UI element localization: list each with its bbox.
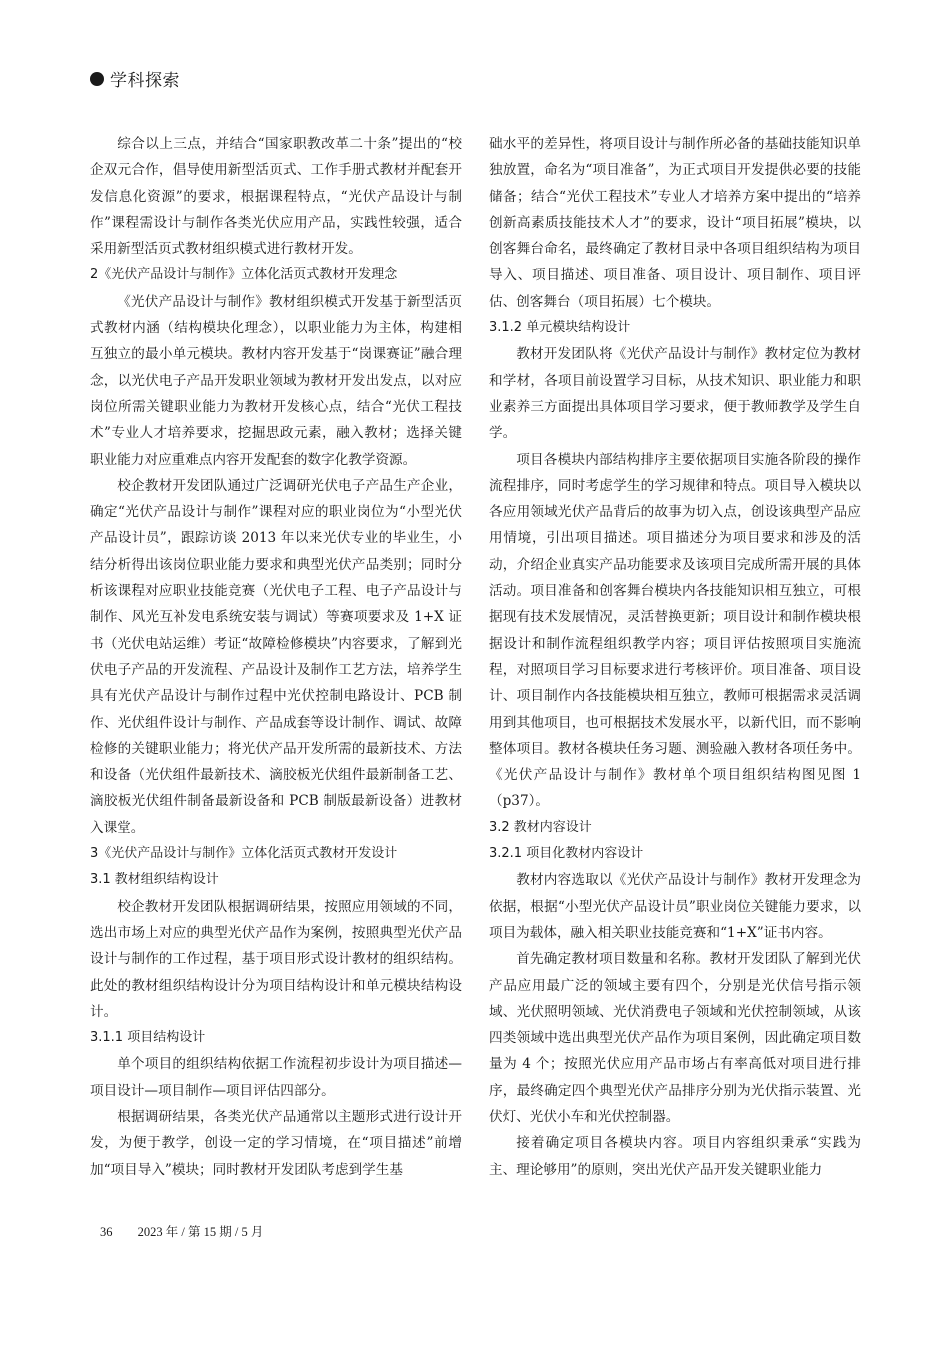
heading-3: 3《光伏产品设计与制作》立体化活页式教材开发设计 xyxy=(90,846,398,862)
paragraph: 项目各模块内部结构排序主要依据项目实施各阶段的操作流程排序，同时考虑学生的学习规律和特点。项目导入模块以各应用领域光伏产品背后的故事为切入点，创设该典型产品应用情境，引出项目描述。项目描述分为项目要求和涉及的活动，介绍企业真实产品功能要求及该项目完成所需开展的具体活动。项目准备和创客舞台模块内各技能知识相互独立，可根据现有技术发展情况，灵活替换更新；项目设计和制作模块根据设计和制作流程组织教学内容；项目评估按照项目实施流程，对照项目学习目标要求进行考核评价。项目准备、项目设计、项目制作内各技能模块相互独立，教师可根据需求灵活调用到其他项目，也可根据技术发展水平，以新代旧，而不影响整体项目。教材各模块任务习题、测验融入教材各项任务中。《光伏产品设计与制作》教材单个项目组织结构图见图 1（p37）。 xyxy=(489,451,861,810)
page-footer xyxy=(100,1222,263,1240)
bullet-dot-icon xyxy=(90,72,104,86)
paragraph: 《光伏产品设计与制作》教材组织模式开发基于新型活页式教材内涵（结构模块化理念），以职业能力为主体，构建相互独立的最小单元模块。教材内容开发基于“岗课赛证”融合理念，以光伏电子产品开发职业领域为教材开发出发点，以对应岗位所需关键职业能力为教材开发核心点，结合“光伏工程技术”专业人才培养要求，挖掘思政元素，融入教材；选择关键职业能力对应重难点内容开发配套的数字化教学资源。 xyxy=(90,293,462,468)
heading-3-2: 3.2 教材内容设计 xyxy=(489,819,592,835)
heading-3-1: 3.1 教材组织结构设计 xyxy=(90,872,219,888)
paragraph: 校企教材开发团队根据调研结果，按照应用领域的不同，选出市场上对应的典型光伏产品作为案例，按照典型光伏产品设计与制作的工作过程，基于项目形式设计教材的组织结构。此处的教材组织结构设计分为项目结构设计和单元模块结构设计。 xyxy=(90,898,462,1020)
paragraph: 教材内容选取以《光伏产品设计与制作》教材开发理念为依据，根据“小型光伏产品设计员”职业岗位关键能力要求，以项目为载体，融入相关职业技能竞赛和“1+X”证书内容。 xyxy=(489,872,861,941)
issue-info: 2023 年 / 第 15 期 / 5 月 xyxy=(137,1225,264,1239)
page-header xyxy=(90,66,180,91)
right-column xyxy=(489,131,861,1183)
left-column xyxy=(90,131,462,1183)
heading-3-1-1: 3.1.1 项目结构设计 xyxy=(90,1030,206,1046)
paragraph: 教材开发团队将《光伏产品设计与制作》教材定位为教材和学材，各项目前设置学习目标，从技术知识、职业能力和职业素养三方面提出具体项目学习要求，便于教师教学及学生自学。 xyxy=(489,346,861,442)
paragraph: 综合以上三点，并结合“国家职教改革二十条”提出的“校企双元合作，倡导使用新型活页式、工作手册式教材并配套开发信息化资源”的要求，根据课程特点，“光伏产品设计与制作”课程需设计与制作各类光伏应用产品，实践性较强，适合采用新型活页式教材组织模式进行教材开发。 xyxy=(90,136,462,258)
heading-3-1-2: 3.1.2 单元模块结构设计 xyxy=(489,320,631,336)
paragraph: 单个项目的组织结构依据工作流程初步设计为项目描述—项目设计—项目制作—项目评估四部分。 xyxy=(90,1056,462,1099)
heading-2: 2《光伏产品设计与制作》立体化活页式教材开发理念 xyxy=(90,267,398,283)
paragraph: 校企教材开发团队通过广泛调研光伏电子产品生产企业，确定“光伏产品设计与制作”课程对应的职业岗位为“小型光伏产品设计员”，跟踪访谈 2013 年以来光伏专业的毕业生，小结分析得出该岗位职业能力要求和典型光伏产品类别；同时分析该课程对应职业技能竞赛（光伏电子工程、电子产品设计与制作、风光互补发电系统安装与调试）等赛项要求及 1+X 证书（光伏电站运维）考证“故障检修模块”内容要求，了解到光伏电子产品的开发流程、产品设计及制作工艺方法，培养学生具有光伏产品设计与制作过程中光伏控制电路设计、PCB 制作、光伏组件设计与制作、产品成套等设计制作、调试、故障检修的关键职业能力；将光伏产品开发所需的最新技术、方法和设备（光伏组件最新技术、滴胶板光伏组件最新制备工艺、滴胶板光伏组件制备最新设备和 PCB 制版最新设备）进教材入课堂。 xyxy=(90,477,462,836)
paragraph-continued: 础水平的差异性，将项目设计与制作所必备的基础技能知识单独放置，命名为“项目准备”，为正式项目开发提供必要的技能储备；结合“光伏工程技术”专业人才培养方案中提出的“培养创新高素质技能技术人才”的要求，设计“项目拓展”模块，以创客舞台命名，最终确定了教材目录中各项目组织结构为项目导入、项目描述、项目准备、项目设计、项目制作、项目评估、创客舞台（项目拓展）七个模块。 xyxy=(489,136,861,310)
paragraph: 接着确定项目各模块内容。项目内容组织秉承“实践为主、理论够用”的原则，突出光伏产品开发关键职业能力 xyxy=(489,1135,861,1178)
section-label: 学科探索 xyxy=(110,71,180,91)
page-number: 36 xyxy=(100,1225,113,1239)
heading-3-2-1: 3.2.1 项目化教材内容设计 xyxy=(489,846,644,862)
paragraph: 首先确定教材项目数量和名称。教材开发团队了解到光伏产品应用最广泛的领域主要有四个，分别是光伏信号指示领域、光伏照明领域、光伏消费电子领域和光伏控制领域，从该四类领域中选出典型光伏产品作为项目案例，因此确定项目数量为 4 个；按照光伏应用产品市场占有率高低对项目进行排序，最终确定四个典型光伏产品排序分别为光伏指示装置、光伏灯、光伏小车和光伏控制器。 xyxy=(489,951,861,1125)
paragraph: 根据调研结果，各类光伏产品通常以主题形式进行设计开发，为便于教学，创设一定的学习情境，在“项目描述”前增加“项目导入”模块；同时教材开发团队考虑到学生基 xyxy=(90,1108,462,1178)
